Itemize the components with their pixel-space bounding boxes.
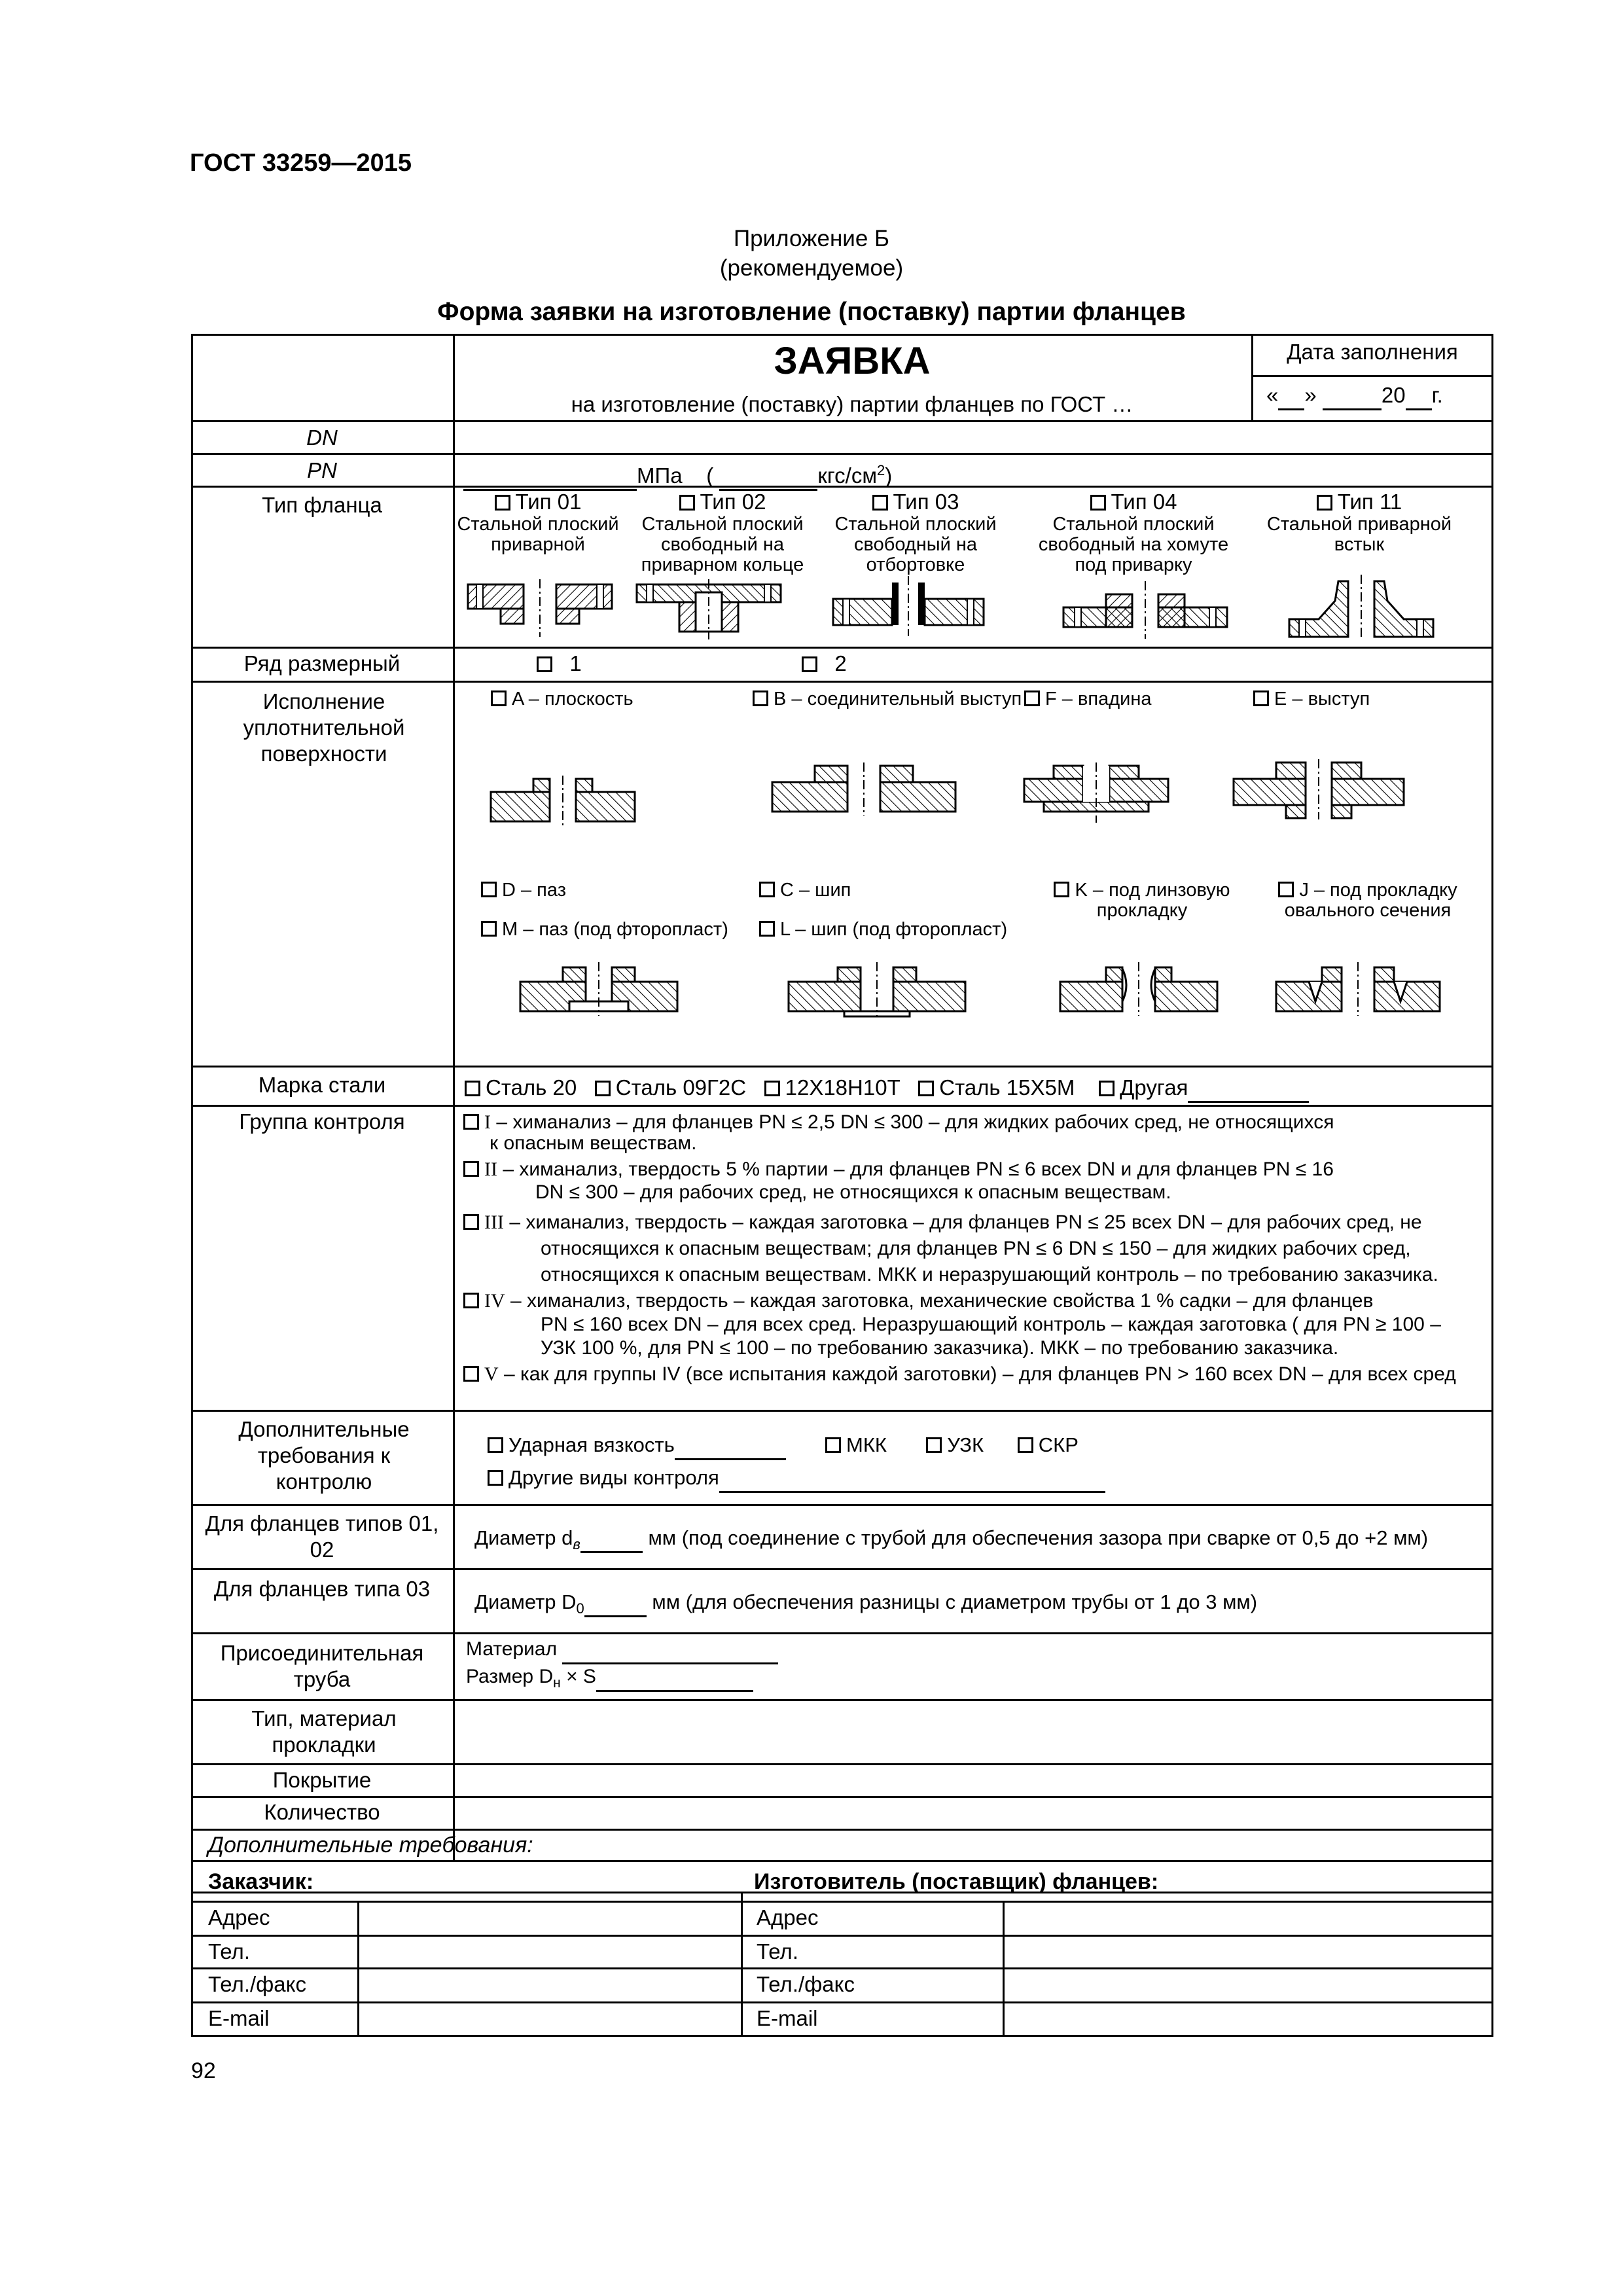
steel-option-20[interactable]: Сталь 20 <box>465 1075 577 1100</box>
appendix-label: Приложение Б <box>734 226 889 251</box>
steel-option-09g2s[interactable]: Сталь 09Г2С <box>595 1075 746 1100</box>
diameter-d0-field[interactable]: Диаметр $D_0$ мм (для обеспечения разницы с диаметром трубы от 1 до 3 мм) <box>474 1590 1258 1617</box>
grid-line <box>191 1763 1493 1765</box>
checkbox[interactable] <box>802 656 817 672</box>
maker-fax-field[interactable] <box>1005 1969 1492 2000</box>
diameter-db-field[interactable]: Диаметр $d_в$ мм (под соединение с трубой для обеспечения зазора при сварке от 0,5 до +2 мм) <box>474 1526 1429 1553</box>
grid-line <box>191 1504 1493 1506</box>
form-title: Форма заявки на изготовление (поставку) партии фланцев <box>437 298 1186 326</box>
size-option-2[interactable]: 2 <box>802 651 847 677</box>
uzk-option[interactable]: УЗК <box>926 1433 984 1456</box>
control-group-3-cont2: относящихся к опасным веществам. МКК и неразрушающий контроль – по требованию заказчика. <box>541 1264 1438 1285</box>
checkbox[interactable] <box>1278 882 1294 897</box>
grid-line <box>191 681 1493 683</box>
control-group-3[interactable]: III – химанализ, твердость – каждая заготовка – для фланцев PN ≤ 25 всех DN – для рабочих сред, не <box>463 1210 1491 1236</box>
steel-option-15x5m[interactable]: Сталь 15Х5М <box>918 1075 1075 1100</box>
impact-test-option[interactable]: Ударная вязкость <box>488 1433 786 1456</box>
additional-requirements-label: Дополнительные требования: <box>208 1833 533 1857</box>
row-label-types-0102: Для фланцев типов 01, 02 <box>205 1511 439 1562</box>
customer-email-field[interactable] <box>360 2003 740 2035</box>
surface-option-f[interactable]: F – впадина <box>1024 689 1151 709</box>
surface-k-drawing <box>1057 962 1221 1018</box>
flange-type-04-drawing <box>1060 581 1230 640</box>
row-label-pn: PN <box>307 458 337 482</box>
control-group-4-cont: PN ≤ 160 всех DN – для всех сред. Неразрушающий контроль – каждая заготовка ( для PN ≥ 100 – <box>541 1314 1441 1335</box>
grid-line <box>191 453 1493 455</box>
surface-option-m[interactable]: M – паз (под фторопласт) <box>481 920 728 940</box>
steel-option-other[interactable]: Другая <box>1099 1075 1309 1100</box>
size-option-1[interactable]: 1 <box>537 651 582 677</box>
checkbox[interactable] <box>753 691 768 706</box>
pn-value-field[interactable]: МПа ( кгс/$см^2$) <box>463 457 892 491</box>
grid-line <box>191 1860 1493 1862</box>
extra-control-line1 <box>488 1432 1079 1460</box>
checkbox[interactable] <box>1253 691 1269 706</box>
maker-email-label: E-mail <box>757 2006 818 2030</box>
surface-a-drawing <box>488 776 638 828</box>
customer-phone-label: Тел. <box>208 1939 250 1964</box>
standard-number: ГОСТ 33259—2015 <box>190 149 412 177</box>
pipe-material-field[interactable]: Материал <box>466 1636 778 1664</box>
control-group-2[interactable]: II – химанализ, твердость 5 % партии – для фланцев PN ≤ 6 всех DN и для фланцев PN ≤ 16 <box>463 1157 1491 1183</box>
control-group-3-cont: относящихся к опасным веществам; для фланцев PN ≤ 6 DN ≤ 150 – для жидких рабочих сред, <box>541 1238 1411 1259</box>
flange-type-04[interactable]: Тип 04 Стальной плоский свободный на хомуте под приварку <box>1038 490 1229 575</box>
maker-fax-label: Тел./факс <box>757 1972 855 1996</box>
surface-f-drawing <box>1021 762 1171 825</box>
surface-option-k[interactable]: K – под линзовую прокладку <box>1044 880 1240 921</box>
maker-email-field[interactable] <box>1005 2003 1492 2035</box>
coating-field[interactable] <box>455 1798 1491 1827</box>
maker-phone-field[interactable] <box>1005 1937 1492 1965</box>
steel-options <box>465 1075 1309 1103</box>
other-control-option[interactable]: Другие виды контроля <box>488 1465 1105 1493</box>
row-label-dn: DN <box>306 425 338 450</box>
control-group-4-cont2: УЗК 100 %, для PN ≤ 100 – по требованию заказчика). МКК – по требованию заказчика. <box>541 1337 1339 1359</box>
dn-value-field[interactable] <box>455 422 1491 451</box>
row-label-extra-control: Дополнительные требования к контролю <box>238 1417 410 1494</box>
grid-line <box>191 1105 1493 1107</box>
surface-b-drawing <box>769 762 959 818</box>
form-heading: ЗАЯВКА <box>774 340 931 382</box>
surface-c-drawing <box>785 962 969 1018</box>
checkbox[interactable] <box>537 656 552 672</box>
mkk-option[interactable]: МКК <box>825 1433 887 1456</box>
checkbox[interactable] <box>495 495 510 511</box>
customer-fax-label: Тел./факс <box>208 1972 306 1996</box>
control-group-1-cont: к опасным веществам. <box>490 1132 697 1154</box>
flange-type-03-drawing <box>830 576 987 638</box>
checkbox[interactable] <box>679 495 695 511</box>
flange-type-03[interactable]: Тип 03 Стальной плоский свободный на отбортовке <box>834 490 997 575</box>
surface-option-l[interactable]: L – шип (под фторопласт) <box>759 920 1007 940</box>
surface-option-d[interactable]: D – паз <box>481 880 566 901</box>
surface-option-c[interactable]: C – шип <box>759 880 851 901</box>
customer-phone-field[interactable] <box>360 1937 740 1965</box>
grid-line <box>1251 375 1493 377</box>
flange-type-01[interactable]: Тип 01 Стальной плоский приварной <box>457 490 619 555</box>
date-label: Дата заполнения <box>1287 340 1458 364</box>
checkbox[interactable] <box>1024 691 1040 706</box>
customer-address-field[interactable] <box>360 1903 740 1933</box>
flange-type-11[interactable]: Тип 11 Стальной приварной встык <box>1266 490 1452 555</box>
row-label-gasket: Тип, материал прокладки <box>251 1706 397 1757</box>
surface-e-drawing <box>1230 759 1407 821</box>
row-label-steel: Марка стали <box>258 1073 386 1097</box>
row-label-pipe: Присоединительная труба <box>220 1641 424 1691</box>
checkbox[interactable] <box>872 495 888 511</box>
checkbox[interactable] <box>1090 495 1106 511</box>
row-label-type-03: Для фланцев типа 03 <box>213 1577 431 1601</box>
flange-type-02[interactable]: Тип 02 Стальной плоский свободный на приварном кольце <box>641 490 804 575</box>
control-group-4[interactable]: IV – химанализ, твердость – каждая заготовка, механические свойства 1 % садки – для фланцев <box>463 1288 1491 1314</box>
control-group-2-cont: DN ≤ 300 – для рабочих сред, не относящихся к опасным веществам. <box>535 1181 1171 1203</box>
checkbox[interactable] <box>759 882 775 897</box>
pipe-size-field[interactable]: Размер $D_н \times S$ <box>466 1664 753 1696</box>
grid-line <box>191 647 1493 649</box>
surface-option-e[interactable]: E – выступ <box>1253 689 1370 709</box>
form-subheading: на изготовление (поставку) партии фланцев по ГОСТ … <box>571 392 1133 416</box>
grid-line <box>191 1632 1493 1634</box>
row-label-size-series: Ряд размерный <box>243 651 401 675</box>
row-label-quantity: Количество <box>264 1800 380 1824</box>
page-number: 92 <box>191 2058 216 2083</box>
control-group-5[interactable]: V – как для группы IV (все испытания каждой заготовки) – для фланцев PN > 160 всех DN – для всех сред <box>463 1361 1491 1388</box>
date-field[interactable]: « » 20 г. <box>1266 382 1443 410</box>
row-label-coating: Покрытие <box>272 1768 372 1792</box>
quantity-field[interactable] <box>455 1831 1491 1858</box>
maker-phone-label: Тел. <box>757 1939 798 1964</box>
flange-type-02-drawing <box>633 579 784 641</box>
maker-address-field[interactable] <box>1005 1903 1492 1933</box>
surface-option-b[interactable]: B – соединительный выступ <box>753 689 1022 709</box>
customer-fax-field[interactable] <box>360 1969 740 2000</box>
control-group-1[interactable]: I – химанализ – для фланцев PN ≤ 2,5 DN ≤ 300 – для жидких рабочих сред, не относящихся <box>463 1109 1491 1136</box>
control-groups <box>463 1109 1491 1388</box>
row-label-control-group: Группа контроля <box>239 1109 405 1134</box>
checkbox[interactable] <box>491 691 507 706</box>
flange-type-01-drawing <box>465 579 615 638</box>
maker-heading: Изготовитель (поставщик) фланцев: <box>754 1869 1159 1894</box>
appendix-type: (рекомендуемое) <box>719 255 904 281</box>
surface-d-drawing <box>517 962 681 1018</box>
checkbox[interactable] <box>1054 882 1069 897</box>
checkbox[interactable] <box>481 921 497 937</box>
checkbox[interactable] <box>1317 495 1332 511</box>
skr-option[interactable]: СКР <box>1018 1433 1079 1456</box>
row-label-flange-type: Тип фланца <box>262 493 382 517</box>
gasket-field[interactable] <box>455 1701 1491 1761</box>
customer-address-label: Адрес <box>208 1905 270 1929</box>
customer-heading: Заказчик: <box>208 1869 314 1894</box>
grid-party-divider <box>741 1892 743 2037</box>
row-label-surface: Исполнение уплотнительной поверхности <box>243 689 405 766</box>
grid-line <box>191 1410 1493 1412</box>
checkbox[interactable] <box>759 921 775 937</box>
surface-option-a[interactable]: A – плоскость <box>491 689 633 709</box>
customer-email-label: E-mail <box>208 2006 270 2030</box>
flange-type-11-drawing <box>1286 575 1436 640</box>
checkbox[interactable] <box>481 882 497 897</box>
surface-j-drawing <box>1273 962 1443 1018</box>
surface-option-j[interactable]: J – под прокладку овального сечения <box>1253 880 1482 921</box>
steel-option-12x18[interactable]: 12Х18Н10Т <box>764 1075 901 1100</box>
grid-line <box>191 1066 1493 1067</box>
grid-line <box>191 1568 1493 1570</box>
maker-address-label: Адрес <box>757 1905 819 1929</box>
